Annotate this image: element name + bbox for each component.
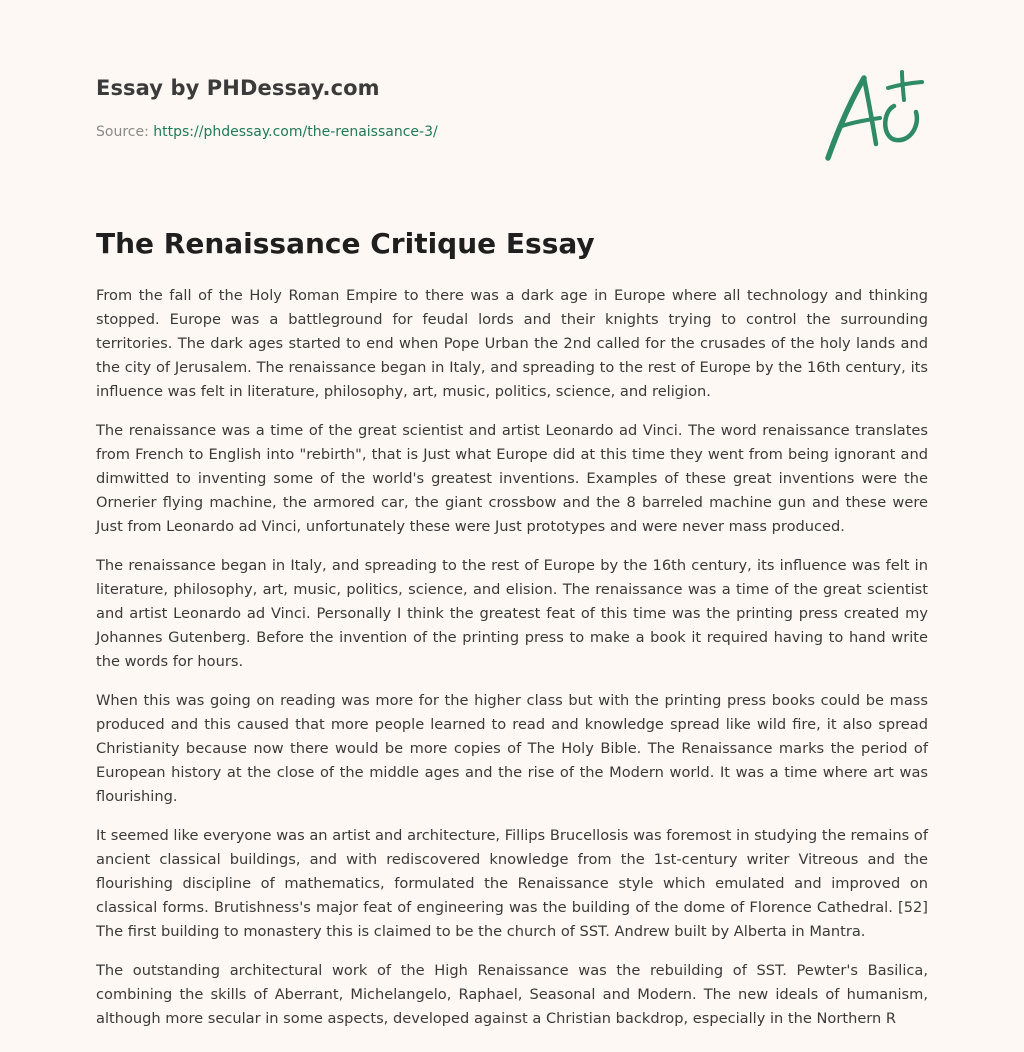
- paragraph: When this was going on reading was more for the higher class but with the printing press books could be mass produced and this caused that more people learned to read and knowledge spread like wild fire, it also spread Christianity because now there would be more copies of The Holy Bible. The Renaissance marks the period of European history at the close of the middle ages and the rise of the Modern world. It was a time where art was flourishing.: [96, 692, 928, 805]
- paragraph: From the fall of the Holy Roman Empire to there was a dark age in Europe where all technology and thinking stopped. Europe was a battleground for feudal lords and their knights trying to control the surrounding territories. The dark ages started to end when Pope Urban the 2nd called for the crusades of the holy lands and the city of Jerusalem. The renaissance began in Italy, and spreading to the rest of Europe by the 16th century, its influence was felt in literature, philosophy, art, music, politics, science, and religion.: [96, 287, 928, 400]
- paragraph: The renaissance was a time of the great scientist and artist Leonardo ad Vinci. The word renaissance translates from French to English into "rebirth", that is Just what Europe did at this time they went from being ignorant and dimwitted to inventing some of the world's greatest inventions. Examples of these great inventions were the Ornerier flying machine, the armored car, the giant crossbow and the 8 barreled machine gun and these were Just from Leonardo ad Vinci, unfortunately these were Just prototypes and were never mass produced.: [96, 422, 928, 535]
- paragraph: The renaissance began in Italy, and spreading to the rest of Europe by the 16th century, its influence was felt in literature, philosophy, art, music, politics, science, and elision. The renaissance was a time of the great scientist and artist Leonardo ad Vinci. Personally I think the greatest feat of this time was the printing press created my Johannes Gutenberg. Before the invention of the printing press to make a book it required having to hand write the words for hours.: [96, 557, 928, 670]
- article-title: The Renaissance Critique Essay: [96, 227, 595, 260]
- article-body: [96, 284, 928, 1046]
- paragraph: It seemed like everyone was an artist and architecture, Fillips Brucellosis was foremost in studying the remains of ancient classical buildings, and with rediscovered knowledge from the 1st-century writer Vitreous and the flourishing discipline of mathematics, formulated the Renaissance style which emulated and improved on classical forms. Brutishness's major feat of engineering was the building of the dome of Florence Cathedral. [52] The first building to monastery this is claimed to be the church of SST. Andrew built by Alberta in Mantra.: [96, 827, 928, 940]
- paragraph: The outstanding architectural work of the High Renaissance was the rebuilding of SST. Pewter's Basilica, combining the skills of Aberrant, Michelangelo, Raphael, Seasonal and Modern. The new ideals of humanism, although more secular in some aspects, developed against a Christian backdrop, especially in the Northern R: [96, 962, 928, 1027]
- page-header: [96, 0, 928, 200]
- source-link[interactable]: https://phdessay.com/the-renaissance-3/: [153, 124, 438, 140]
- source-label: Source:: [96, 124, 154, 140]
- a-plus-logo-graphic: [824, 68, 928, 164]
- source-line: [96, 124, 438, 140]
- site-brand: Essay by PHDessay.com: [96, 76, 380, 100]
- a-plus-logo-icon: [824, 68, 928, 164]
